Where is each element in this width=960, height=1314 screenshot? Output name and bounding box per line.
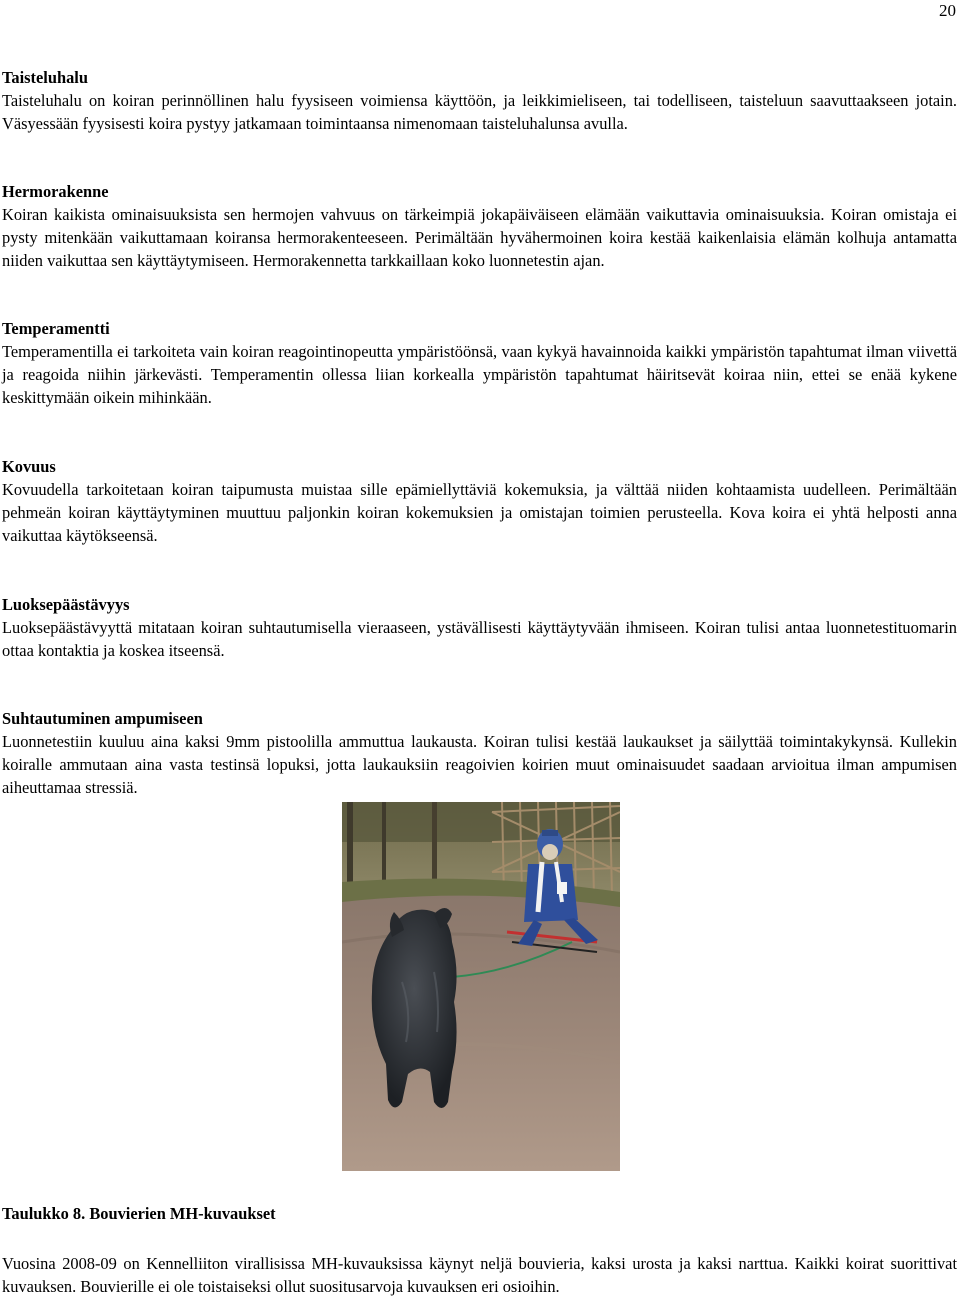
table-caption: Taulukko 8. Bouvierien MH-kuvaukset — [2, 1204, 276, 1223]
section-taisteluhalu — [2, 66, 957, 135]
section-paragraph: Temperamentilla ei tarkoiteta vain koiran reagointinopeutta ympäristöönsä, vaan kykyä havainnoida kaikki ympäristön tapahtumat ilman viivettä ja reagoida niihin järkevästi. Temperamentin ollessa liian korkealla ympäristön tapahtumat häiritsevät koiraa niin, ettei se enää kykene keskittymään oikein mihinkään. — [2, 342, 957, 407]
section-heading: Taisteluhalu — [2, 68, 88, 87]
photo-container — [2, 802, 957, 1174]
section-ampuminen — [2, 707, 957, 799]
section-paragraph: Koiran kaikista ominaisuuksista sen hermojen vahvuus on tärkeimpiä jokapäiväiseen elämään vaikuttavia ominaisuuksia. Koiran omistaja ei pysty mitenkään vaikuttamaan koiransa hermorakenteeseen. Perimältään hyvähermoinen koira kestää kaikenlaisia elämän kolhuja antamatta niiden vaikuttaa sen käyttäytymiseen. Hermorakennetta tarkkaillaan koko luonnetestin ajan. — [2, 205, 957, 270]
section-heading: Hermorakenne — [2, 182, 109, 201]
dog-and-dummy-photo — [342, 802, 620, 1171]
section-paragraph: Kovuudella tarkoitetaan koiran taipumusta muistaa sille epämiellyttäviä kokemuksia, ja välttää niiden kohtaamista uudelleen. Perimältään pehmeän koiran käyttäytyminen muuttuu paljonkin koiran kokemuksien ja omistajan toimien perusteella. Kova koira ei yhtä helposti anna vaikuttaa käytökseensä. — [2, 480, 957, 545]
section-paragraph: Taisteluhalu on koiran perinnöllinen halu fyysiseen voimiensa käyttöön, ja leikkimieliseen, tai todelliseen, taisteluun saavuttaakseen jotain. Väsyessään fyysisesti koira pystyy jatkamaan toimintaansa nimenomaan taisteluhalunsa avulla. — [2, 91, 957, 133]
section-kovuus — [2, 455, 957, 547]
section-luoksepaastavyys — [2, 593, 957, 662]
section-hermorakenne — [2, 180, 957, 272]
section-heading: Suhtautuminen ampumiseen — [2, 709, 203, 728]
section-heading: Luoksepäästävyys — [2, 595, 130, 614]
section-paragraph: Luonnetestiin kuuluu aina kaksi 9mm pistoolilla ammuttua laukausta. Koiran tulisi kestää laukaukset ja säilyttää toimintakykynsä. Kullekin koiralle ammutaan aina vasta testinsä lopuksi, jotta laukauksiin reagoivien koirien muut ominaisuudet saadaan arvioitua ilman ampumisen aiheuttamaa stressiä. — [2, 732, 957, 797]
section-temperamentti — [2, 317, 957, 409]
page-number: 20 — [939, 1, 956, 20]
document-body — [2, 66, 957, 1314]
section-paragraph: Luoksepäästävyyttä mitataan koiran suhtautumisella vieraaseen, ystävällisesti käyttäytyvään ihmiseen. Koiran tulisi antaa luonnetestituomarin ottaa kontaktia ja koskea itseensä. — [2, 618, 957, 660]
section-heading: Kovuus — [2, 457, 56, 476]
section-heading: Temperamentti — [2, 319, 110, 338]
closing-paragraph: Vuosina 2008-09 on Kennelliiton virallisissa MH-kuvauksissa käynyt neljä bouvieria, kaksi urosta ja kaksi narttua. Kaikki koirat suorittivat kuvauksen. Bouvierille ei ole toistaiseksi ollut suositusarvoja kuvauksen eri osioihin. — [2, 1254, 957, 1296]
